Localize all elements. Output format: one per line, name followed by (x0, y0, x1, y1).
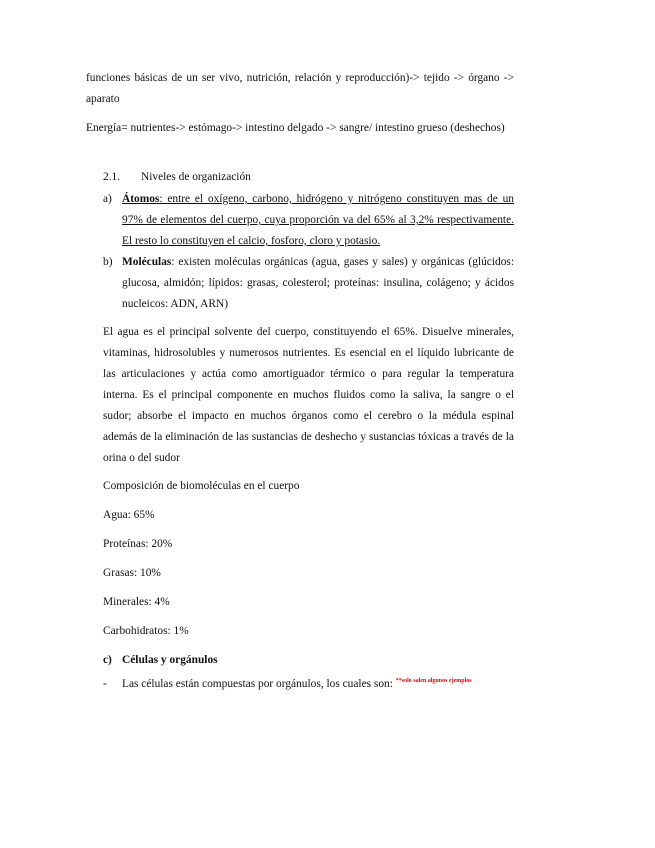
list-item-atoms (103, 189, 514, 252)
composition-item: Agua: 65% (103, 509, 155, 521)
composition-item: Proteínas: 20% (103, 538, 173, 550)
intro-paragraph: funciones básicas de un ser vivo, nutrición, relación y reproducción)-> tejido -> órgano -> aparato (86, 72, 514, 105)
list-item-molecules (103, 252, 514, 315)
composition-item: Minerales: 4% (103, 596, 170, 608)
list-marker: b) (103, 256, 113, 268)
list-marker: a) (103, 193, 112, 205)
atoms-description: : entre el oxígeno, carbono, hidrógeno y nitrógeno constituyen mas de un 97% de elementos del cuerpo, cuya proporción va del 65% al 3,2% respectivamente. El resto lo constituyen el calcio, fosforo, cloro y potasio. (122, 193, 514, 247)
energy-paragraph: Energía= nutrientes-> estómago-> intestino delgado -> sangre/ intestino grueso (deshechos) (86, 122, 505, 134)
cells-text: Las células están compuestas por orgánulos, los cuales son: (122, 678, 393, 690)
composition-item: Grasas: 10% (103, 567, 161, 579)
term-atoms: Átomos (122, 193, 160, 205)
term-molecules: Moléculas (122, 256, 172, 268)
composition-item: Carbohidratos: 1% (103, 625, 189, 637)
molecules-description: : existen moléculas orgánicas (agua, gases y sales) y orgánicas (glúcidos: glucosa, almidón; lípidos: grasas, colesterol; proteínas: insulina, colágeno; y ácidos nucleicos: ADN, ARN) (122, 256, 514, 310)
water-paragraph: El agua es el principal solvente del cuerpo, constituyendo el 65%. Disuelve minerales, vitaminas, hidrosolubles y numerosos nutrientes. Es esencial en el líquido lubricante de las articulaciones y actúa como amortiguador térmico o para regular la temperatura interna. Es el principal componente en muchos fluidos como la saliva, la sangre o el sudor; absorbe el impacto en muchos órganos como el cerebro o la médula espinal además de la eliminación de las sustancias de deshecho y sustancias tóxicas a través de la orina o del sudor (103, 326, 514, 464)
cells-bullet-item (103, 671, 472, 695)
cells-marker: c) (103, 654, 112, 666)
cells-note: **solo salen algunos ejemplos (395, 678, 472, 684)
cells-heading (103, 650, 218, 671)
section-heading (103, 167, 251, 188)
bullet-dash: - (103, 678, 107, 690)
cells-title: Células y orgánulos (122, 654, 218, 666)
section-title: Niveles de organización (141, 171, 251, 183)
composition-title: Composición de biomoléculas en el cuerpo (103, 480, 300, 492)
section-number: 2.1. (103, 171, 121, 183)
